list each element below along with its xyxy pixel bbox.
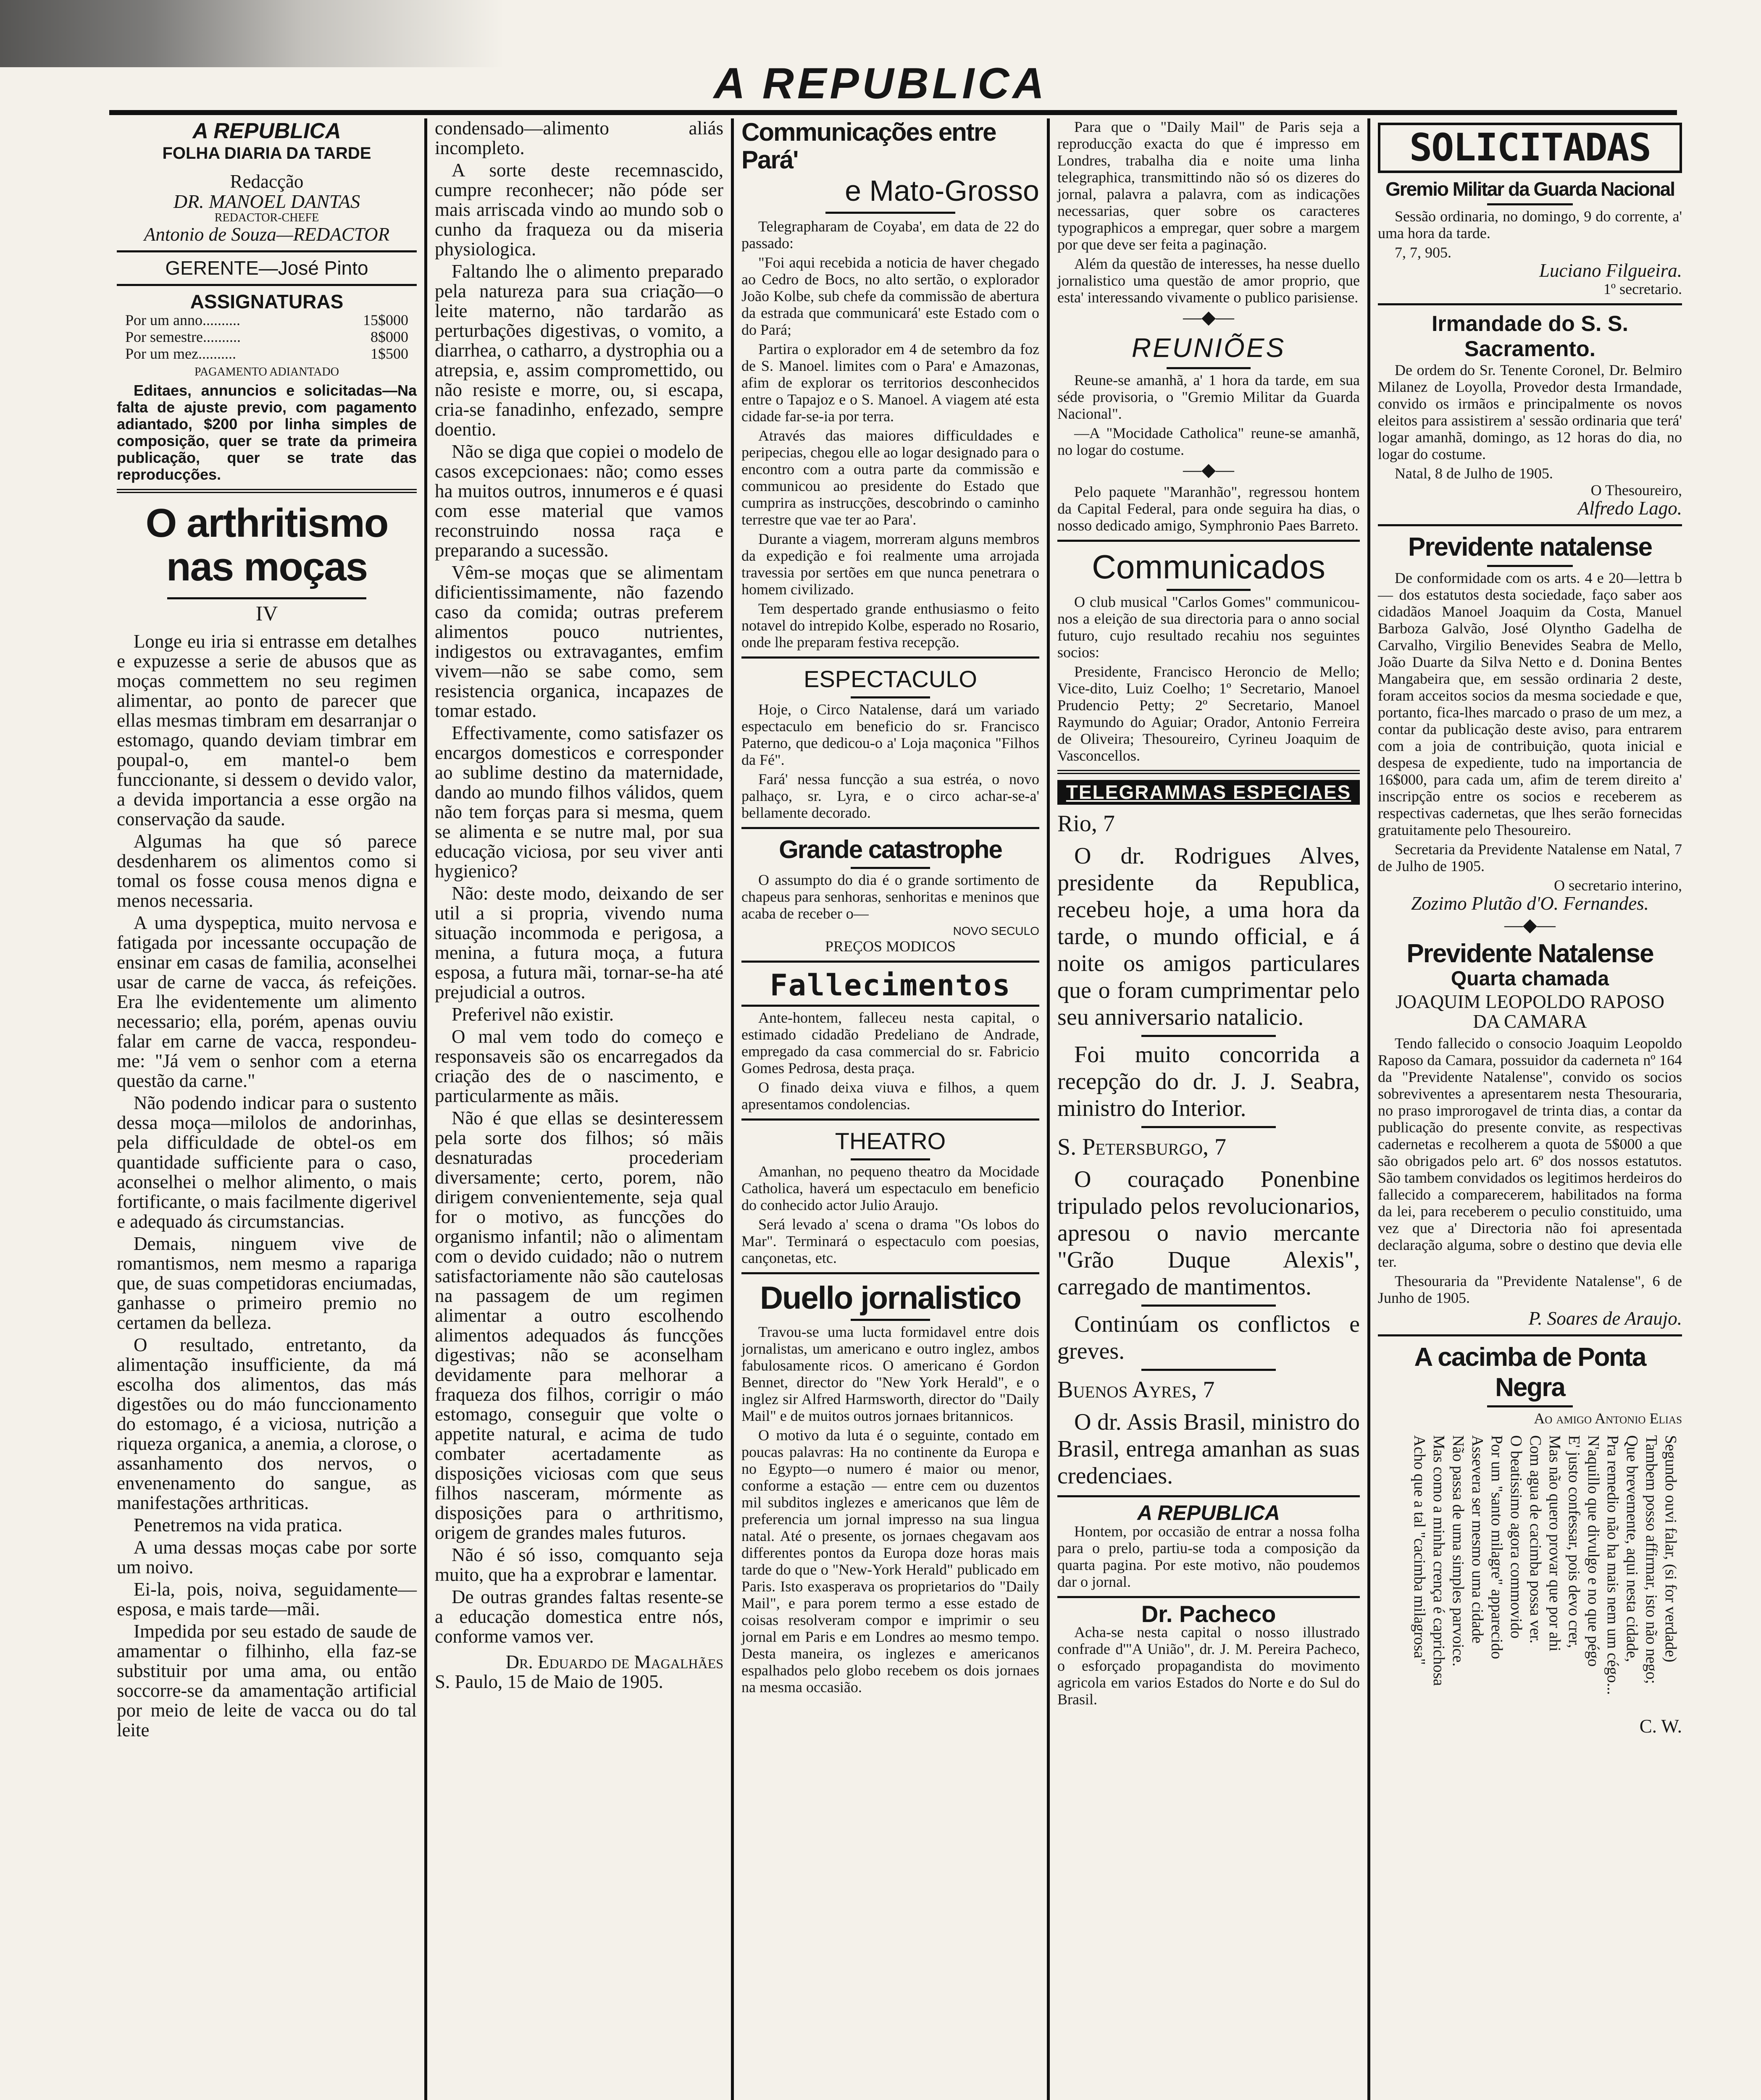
cacimba-poem-lines: Segundo ouvi falar, (si for verdade) Tambem posso affirmar, isto não nego; Que brevemente, aqui nesta cidade, Pra remedio não ha mais nem um cégo... N'aquillo que divulgo e no que pégo E' justo confessar, pois devo crer, Mas não quero provar que por ahi Com agua de cacimba possa ver. O beatissimo agora commovido Por um "santo milagre" apparecido Assevera ser mesmo uma cidade Não passa de uma simples parvoice. Mas como a minha crença é caprichosa Acho que a tal "cacimba milagrosa" bbox=[1411, 1435, 1680, 1695]
duello-paragraph: O motivo da luta é o seguinte, contado em poucas palavras: Ha no continente da Europa e no Egypto—o numero é maior ou menor, conforme a estação — entre cem ou duzentos mil subditos inglezes e americanos que lêm de preferencia um jornal impresso na sua lingua natal. Até o presente, os jornaes chegavam aos differentes pontos da Europa doze horas mais tarde do que o "New-York Herald" publicado em Paris. Isto exasperava os proprietarios do "Daily Mail", e para porem termo a esse estado de coisas resolveram compor e imprimir o seu jornal em Paris e em Londres ao mesmo tempo. Desta maneira, os inglezes e americanos espalhados pelo globo recebem os dois jornaes na mesma occasião. bbox=[741, 1427, 1039, 1696]
article-paragraph: O resultado, entretanto, da alimentação insufficiente, da má escolha dos alimentos, das más digestões ou do máo funccionamento do estomago, é a viciosa, nutrição a riqueza organica, a anemia, a clorose, o assanhamento dos nervos, o envenenamento do sangue, as manifestações arthriticas. bbox=[117, 1334, 417, 1513]
ornament-divider: —◆— bbox=[1504, 915, 1556, 935]
theatro-title: THEATRO bbox=[835, 1128, 946, 1154]
masthead-title: A REPUBLICA bbox=[713, 59, 1048, 108]
theatro-paragraph: Será levado a' scena o drama "Os lobos do Mar". Terminará o espectaculo com poesias, cançonetas, etc. bbox=[741, 1216, 1039, 1266]
assign-title: ASSIGNATURAS bbox=[190, 291, 344, 312]
cacimba-signature: C. W. bbox=[1639, 1716, 1682, 1737]
irmandade-date: Natal, 8 de Julho de 1905. bbox=[1395, 465, 1553, 482]
gremio-title: Gremio Militar da Guarda Nacional bbox=[1385, 178, 1675, 200]
duello-title: Duello jornalistico bbox=[760, 1280, 1021, 1316]
masthead-rule bbox=[109, 110, 1677, 115]
gremio-date: 7, 7, 905. bbox=[1395, 244, 1451, 261]
tel-paragraph: Foi muito concorrida a recepção do dr. J. J. Seabra, ministro do Interior. bbox=[1057, 1042, 1360, 1121]
comm-paragraph: Durante a viagem, morreram alguns membros da expedição e foi realmente uma arrojada travessia por sertões em que nunca penetrara o homem civilizado. bbox=[741, 530, 1039, 598]
article-paragraph: Não se diga que copiei o modelo de casos excepcionaes: não; como esses ha muitos outros, innumeros e é quasi com esse material que vamos reconstruindo nossa raça e preparando a sucessão. bbox=[435, 441, 723, 561]
telegrammas-title: TELEGRAMMAS ESPECIAES bbox=[1057, 780, 1360, 805]
tel-paragraph: Continúam os conflictos e greves. bbox=[1057, 1311, 1360, 1364]
prev1-paragraph: De conformidade com os arts. 4 e 20—lettra b— dos estatutos desta sociedade, faço saber aos cidadãos Manoel Joaquim da Costa, Manuel Barboza Galvão, José Olyntho Gadelha de Carvalho, Virgilio Benevides Seabra de Mello, João Duarte da Silva Netto e d. Donina Bentes Mangabeira que, em sessão ordinaria 2 deste, foram acceitos socios da mesma sociedade e que, portanto, fica-lhes marcado o praso de um mez, a contar da publicação deste aviso, para entrarem com a joia de contribuição, quota inicial e despesa de expediente, tudo na importancia de 16$000, para cada um, afim de terem direito a' inscripção entre os socios e receberem as respectivas cadernetas, que lhes serão fornecidas gratuitamente pelo Thesoureiro. bbox=[1378, 570, 1682, 838]
article-paragraph: Faltando lhe o alimento preparado pela natureza para sua criação—o leite materno, não tardarão as perturbações digestivas, o vomito, a diarrhea, o catharro, a dystrophia ou a atrepsia, e, assim compromettido, ou não resiste e morre, ou, si escapa, cria-se fanadinho, enfezado, sempre doentio. bbox=[435, 261, 723, 440]
ornament-divider: —◆— bbox=[1183, 307, 1234, 328]
article-paragraph: A sorte deste recemnascido, cumpre reconhecer; não póde ser mais arriscada vindo ao mundo sob o cunho da fraqueza ou da miseria physiologica. bbox=[435, 160, 723, 260]
gerente-name: GERENTE—José Pinto bbox=[165, 257, 368, 279]
comm-title-line1: Communicações entre Pará' bbox=[741, 118, 996, 174]
duello-continued: Para que o "Daily Mail" de Paris seja a reproducção exacta do que é impresso em Londres, trabalha dia e noite uma linha telegraphica, transmittindo não só os dizeres do jornal, palavra a palavra, com as indicações necessarias, quer sobre os caracteres typographicos a empregar, quer sobre a margem por que deve ser feita a paginação. bbox=[1057, 118, 1360, 253]
tel-place: Rio, 7 bbox=[1057, 811, 1115, 837]
column-1 bbox=[109, 118, 424, 2100]
gremio-signature: Luciano Filgueira. bbox=[1539, 260, 1682, 281]
article-signature: Dr. Eduardo de Magalhães bbox=[505, 1651, 723, 1672]
article-paragraph: Não é só isso, comquanto seja muito, que ha a exprobrar e lamentar. bbox=[435, 1544, 723, 1585]
catastrophe-paragraph: O assumpto do dia é o grande sortimento de chapeus para senhoras, senhoritas e meninos que acaba de receber o— bbox=[741, 872, 1039, 922]
assign-row: Por um anno.......... 15$000 bbox=[125, 312, 408, 328]
catastrophe-title: Grande catastrophe bbox=[779, 835, 1002, 864]
duello-paragraph: Travou-se uma lucta formidavel entre dois jornalistas, um americano e outro inglez, ambos fabulosamente ricos. O americano é Gordon Bennet, director do "New York Herald", e o inglez sir Alfred Harmsworth, director do "Daily Mail" e de muitos outros jornaes britannicos. bbox=[741, 1323, 1039, 1424]
prev1-title: Previdente natalense bbox=[1408, 533, 1652, 562]
espectaculo-paragraph: Fará' nessa funcção a sua estréa, o novo palhaço, sr. Lyra, e o circo achar-se-a' bellamente decorado. bbox=[741, 771, 1039, 821]
paper-name: A REPUBLICA bbox=[192, 119, 341, 143]
prev2-title: Previdente Natalense bbox=[1406, 939, 1653, 968]
prev2-paragraph: Thesouraria da "Previdente Natalense", 6 de Junho de 1905. bbox=[1378, 1273, 1682, 1306]
article-paragraph: O mal vem todo do começo e responsaveis são os encarregados da criação des de o nascimento, e particularmente as mãis. bbox=[435, 1026, 723, 1106]
scanner-scuff bbox=[0, 0, 504, 67]
assign-row: Por um mez.......... 1$500 bbox=[125, 345, 408, 362]
precos-label: PREÇOS MODICOS bbox=[825, 938, 956, 955]
column-rule bbox=[424, 118, 427, 2100]
comm-paragraph: Tem despertado grande enthusiasmo o feito notavel do intrepido Kolbe, esperado no Rosario, onde lhe preparam festiva recepção. bbox=[741, 600, 1039, 651]
prev2-subtitle: Quarta chamada bbox=[1451, 968, 1609, 990]
prev2-paragraph: Tendo fallecido o consocio Joaquim Leopoldo Raposo da Camara, possuidor da caderneta nº 164 da "Previdente Natalense", convido os socios sobreviventes a apresentarem nesta Thesouraria, no praso improrogavel de trinta dias, a contar da publicação do presente convite, as respectivas cadernetas e recolherem a quota de 5$000 a que são obrigados pelo art. 6º dos nossos estatutos. São tambem convidados os legitimos herdeiros do fallecido a comparecerem, habilitados na forma da lei, para receberem o peculio constituido, uma vez que a' Directoria não foi apresentada declaração alguma, sobre o destino que devia elle ter. bbox=[1378, 1035, 1682, 1270]
director-name: DR. MANOEL DANTAS bbox=[173, 191, 360, 212]
communicados-title: Communicados bbox=[1092, 548, 1325, 585]
article-title: O arthritismo nas moças bbox=[145, 501, 388, 589]
fallec-paragraph: O finado deixa viuva e filhos, a quem apresentamos condolencias. bbox=[741, 1079, 1039, 1113]
article-paragraph: Demais, ninguem vive de romantismos, nem mesmo a rapariga que, de suas competidoras enciumadas, ganhasse o primeiro premio no certamen da belleza. bbox=[117, 1233, 417, 1333]
fallec-paragraph: Ante-hontem, falleceu nesta capital, o estimado cidadão Predeliano de Andrade, empregado da casa commercial do sr. Fabricio Gomes Pedrosa, desta praça. bbox=[741, 1009, 1039, 1076]
column-3 bbox=[734, 118, 1047, 2100]
article-number: IV bbox=[255, 601, 278, 625]
pagamento-label: PAGAMENTO ADIANTADO bbox=[194, 365, 339, 378]
column-5 bbox=[1370, 118, 1690, 2100]
article-paragraph: Impedida por seu estado de saude de amamentar o filhinho, ella faz-se substituir por uma ama, ou então soccorre-se da amamentação artificial por meio de leite de vacca ou do tal leite bbox=[117, 1621, 417, 1740]
communicados-paragraph: O club musical "Carlos Gomes" communicou-nos a eleição de sua directoria para o anno social futuro, cujo resultado recahiu nos seguintes socios: bbox=[1057, 593, 1360, 661]
theatro-paragraph: Amanhan, no pequeno theatro da Mocidade Catholica, haverá um espectaculo em beneficio do conhecido actor Julio Araujo. bbox=[741, 1163, 1039, 1213]
republica-notice-paragraph: Hontem, por occasião de entrar a nossa folha para o prelo, partiu-se toda a composição da quarta pagina. Por este motivo, não poudemos dar o jornal. bbox=[1057, 1523, 1360, 1590]
article-paragraph: Não é que ellas se desinteressem pela sorte dos filhos; só mãis desnaturadas procederiam diversamente; certo, porem, não dirigem convenientemente, seja qual for o motivo, as funcções do organismo infantil; não o alimentam com o devido cuidado; não o nutrem satisfactoriamente não são cautelosas na passagem de um regimen alimentar a outro escolhendo alimentos adequados ás funcções digestivas; não se aconselham devidamente para melhorar a fraqueza dos filhos, corrigir o máo estomago, conseguir que volte o appetite natural, e acima de tudo combater acertadamente as disposições viciosas com que seus filhos nasceram, mórmente as disposições para o arthritismo, origem de grandes males futuros. bbox=[435, 1108, 723, 1543]
column-rule bbox=[1367, 118, 1370, 2100]
prev1-paragraph: Secretaria da Previdente Natalense em Natal, 7 de Julho de 1905. bbox=[1378, 841, 1682, 874]
redaccao-label: Redacção bbox=[230, 171, 304, 192]
article-paragraph: De outras grandes faltas resente-se a educação domestica entre nós, conforme vamos ver. bbox=[435, 1586, 723, 1647]
article-paragraph: Vêm-se moças que se alimentam dificientissimamente, não fazendo caso da comida; outras preferem alimentos pouco nutrientes, indigestos ou extravagantes, emfim vivem—não se sabe como, sem resistencia organica, incapazes de tomar estado. bbox=[435, 562, 723, 721]
article-paragraph: condensado—alimento aliás incompleto. bbox=[435, 118, 723, 158]
tel-place: S. Petersburgo, 7 bbox=[1057, 1134, 1226, 1160]
article-dateline: S. Paulo, 15 de Maio de 1905. bbox=[435, 1671, 663, 1692]
director-role: REDACTOR-CHEFE bbox=[214, 211, 319, 224]
tel-paragraph: O couraçado Ponenbine tripulado pelos revolucionarios, apresou o navio mercante "Grão Duque Alexis", carregado de mantimentos. bbox=[1057, 1166, 1360, 1300]
tel-paragraph: O dr. Rodrigues Alves, presidente da Republica, recebeu hoje, a uma hora da tarde, o mundo official, e á noite os amigos particulares que o foram cumprimentar pelo seu anniversario natalicio. bbox=[1057, 843, 1360, 1030]
redactor-name: Antonio de Souza—REDACTOR bbox=[144, 224, 390, 245]
reunioes-paragraph: Pelo paquete "Maranhão", regressou hontem da Capital Federal, para onde seguira ha dias, o nosso dedicado amigo, Symphronio Paes Barreto. bbox=[1057, 483, 1360, 534]
republica-notice-title: A REPUBLICA bbox=[1137, 1501, 1280, 1525]
article-paragraph: Preferivel não existir. bbox=[452, 1004, 614, 1025]
tel-place: Buenos Ayres, 7 bbox=[1057, 1377, 1215, 1403]
column-2 bbox=[427, 118, 731, 2100]
fallec-title: Fallecimentos bbox=[770, 968, 1011, 1003]
column-rule bbox=[1047, 118, 1050, 2100]
irmandade-role: O Thesoureiro, bbox=[1590, 482, 1682, 499]
ornament-divider: —◆— bbox=[1183, 459, 1234, 480]
pacheco-title: Dr. Pacheco bbox=[1141, 1601, 1276, 1627]
irmandade-title: Irmandade do S. S. Sacramento. bbox=[1431, 312, 1629, 361]
article-paragraph: A uma dyspeptica, muito nervosa e fatigada por incessante occupação de ensinar em casas de familia, aconselhei usar de carne de vacca, ás refeições. Era lhe evidentemente um alimento necessario; ella, porém, apenas ouviu falar em carne de vacca, respondeu-me: "Já vem o senhor com a eterna questão da carne." bbox=[117, 912, 417, 1091]
tel-paragraph: O dr. Assis Brasil, ministro do Brasil, entrega amanhan as suas credenciaes. bbox=[1057, 1409, 1360, 1489]
gremio-paragraph: Sessão ordinaria, no domingo, 9 do corrente, a' uma hora da tarde. bbox=[1378, 208, 1682, 242]
editaes-notice: Editaes, annuncios e solicitadas—Na falta de ajuste previo, com pagamento adiantado, $200 por linha simples de composição, quer se trate da primeira publicação, quer se trate das reproducções. bbox=[117, 382, 417, 483]
paper-subtitle: FOLHA DIARIA DA TARDE bbox=[162, 144, 371, 163]
solicitadas-title: SOLICITADAS bbox=[1378, 123, 1682, 173]
assign-table bbox=[117, 312, 417, 362]
article-paragraph: Não podendo indicar para o sustento dessa moça—milolos de andorinhas, pela difficuldade de obtel-os em quantidade sufficiente para o caso, aconselhei o melhor alimento, o mais fortificante, o mais facilmente digerivel e adequado ás circumstancias. bbox=[117, 1092, 417, 1232]
espectaculo-paragraph: Hoje, o Circo Natalense, dará um variado espectaculo em beneficio do sr. Francisco Paterno, que dedicou-o a' Loja maçonica "Filhos da Fé". bbox=[741, 701, 1039, 768]
prev2-signature: P. Soares de Araujo. bbox=[1528, 1308, 1682, 1329]
comm-title-line2: e Mato-Grosso bbox=[845, 174, 1039, 207]
article-paragraph: Ei-la, pois, noiva, seguidamente— esposa, e mais tarde—mãi. bbox=[117, 1579, 417, 1620]
article-paragraph: Algumas ha que só parece desdenharem os alimentos como si tomal os fosse cousa menos digna e menos necessaria. bbox=[117, 831, 417, 911]
cacimba-dedication: Ao amigo Antonio Elias bbox=[1534, 1410, 1682, 1427]
comm-paragraph: Partira o explorador em 4 de setembro da foz de S. Manoel. limites com o Para' e Amazonas, afim de explorar os territorios desconhecidos entre o Tapajoz e o S. Manoel. A viagem até esta cidade far-se-ia por terra. bbox=[741, 341, 1039, 425]
article-paragraph: A uma dessas moças cabe por sorte um noivo. bbox=[117, 1537, 417, 1578]
column-rule bbox=[731, 118, 734, 2100]
comm-paragraph: Através das maiores difficuldades e peripecias, chegou elle ao logar designado para o encontro com a outra parte da commissão e communicou ao presidente do Estado que cumprira as instrucções, descobrindo o caminho terrestre que vae ter ao Para'. bbox=[741, 427, 1039, 528]
article-paragraph: Effectivamente, como satisfazer os encargos domesticos e corresponder ao sublime destino da maternidade, dando ao mundo filhos válidos, quem não tem forças para si mesma, quem se alimenta e se nutre mal, por sua educação viciosa, por seu viver anti hygienico? bbox=[435, 722, 723, 882]
comm-paragraph: Telegrapharam de Coyaba', em data de 22 do passado: bbox=[741, 218, 1039, 252]
column-4 bbox=[1050, 118, 1367, 2100]
duello-continued: Além da questão de interesses, ha nesse duello jornalistico uma questão de amor proprio, que esta' interessando vivamente o publico parisiense. bbox=[1057, 255, 1360, 306]
assign-row: Por semestre.......... 8$000 bbox=[125, 328, 408, 345]
cacimba-title: A cacimba de Ponta Negra bbox=[1414, 1343, 1646, 1402]
reunioes-paragraph: —A "Mocidade Catholica" reune-se amanhã, no logar do costume. bbox=[1057, 425, 1360, 458]
espectaculo-title: ESPECTACULO bbox=[804, 666, 977, 692]
article-paragraph: Longe eu iria si entrasse em detalhes e expuzesse a serie de abusos que as moças commettem no seu regimen alimentar, ao ponto de parecer que ellas mesmas timbram em desarranjar o estomago, quando deviam timbrar em poupal-o, em mantel-o bem funccionante, si dessem o devido valor, a devida importancia a esse orgão na conservação da saude. bbox=[117, 631, 417, 830]
novo-seculo-label: NOVO SECULO bbox=[953, 924, 1039, 937]
prev2-name: JOAQUIM LEOPOLDO RAPOSO DA CAMARA bbox=[1395, 991, 1665, 1032]
reunioes-paragraph: Reune-se amanhã, a' 1 hora da tarde, em sua séde provisoria, o "Gremio Militar da Guarda Nacional". bbox=[1057, 372, 1360, 422]
article-paragraph: Não: deste modo, deixando de ser util a si propria, vivendo numa situação incommoda e perigosa, a menina, a futura moça, a futura esposa, a futura mãi, tornar-se-ha até prejudicial a outros. bbox=[435, 883, 723, 1003]
irmandade-paragraph: De ordem do Sr. Tenente Coronel, Dr. Belmiro Milanez de Loyolla, Provedor desta Irmandade, convido os irmãos e principalmente os novos eleitos para assistirem a' sessão ordinaria que terá' logar amanhã, domingo, as 12 horas do dia, no logar do costume. bbox=[1378, 362, 1682, 462]
gremio-role: 1º secretario. bbox=[1603, 281, 1682, 297]
comm-paragraph: "Foi aqui recebida a noticia de haver chegado ao Cedro de Bocs, no alto sertão, o explorador João Kolbe, sub chefe da commissão de abertura da estrada que communicará' este Estado com o do Pará; bbox=[741, 254, 1039, 338]
irmandade-signature: Alfredo Lago. bbox=[1577, 498, 1682, 519]
communicados-paragraph: Presidente, Francisco Heroncio de Mello; Vice-dito, Luiz Coelho; 1º Secretario, Manoel Prudencio Petty; 2º Secretario, Manoel Raymundo do Aguiar; Orador, Antonio Ferreira de Oliveira; Thesoureiro, Cyrineu Joaquim de Vasconcellos. bbox=[1057, 663, 1360, 764]
article-paragraph: Penetremos na vida pratica. bbox=[134, 1515, 343, 1536]
prev1-role: O secretario interino, bbox=[1554, 877, 1682, 894]
prev1-signature: Zozimo Plutão d'O. Fernandes. bbox=[1411, 893, 1649, 914]
pacheco-paragraph: Acha-se nesta capital o nosso illustrado confrade d'"A União", dr. J. M. Pereira Pacheco, o esforçado propagandista do movimento agricola em varios Estados do Norte e do Sul do Brasil. bbox=[1057, 1624, 1360, 1708]
cacimba-poem bbox=[1378, 1427, 1682, 1712]
reunioes-title: REUNIÕES bbox=[1131, 333, 1286, 363]
